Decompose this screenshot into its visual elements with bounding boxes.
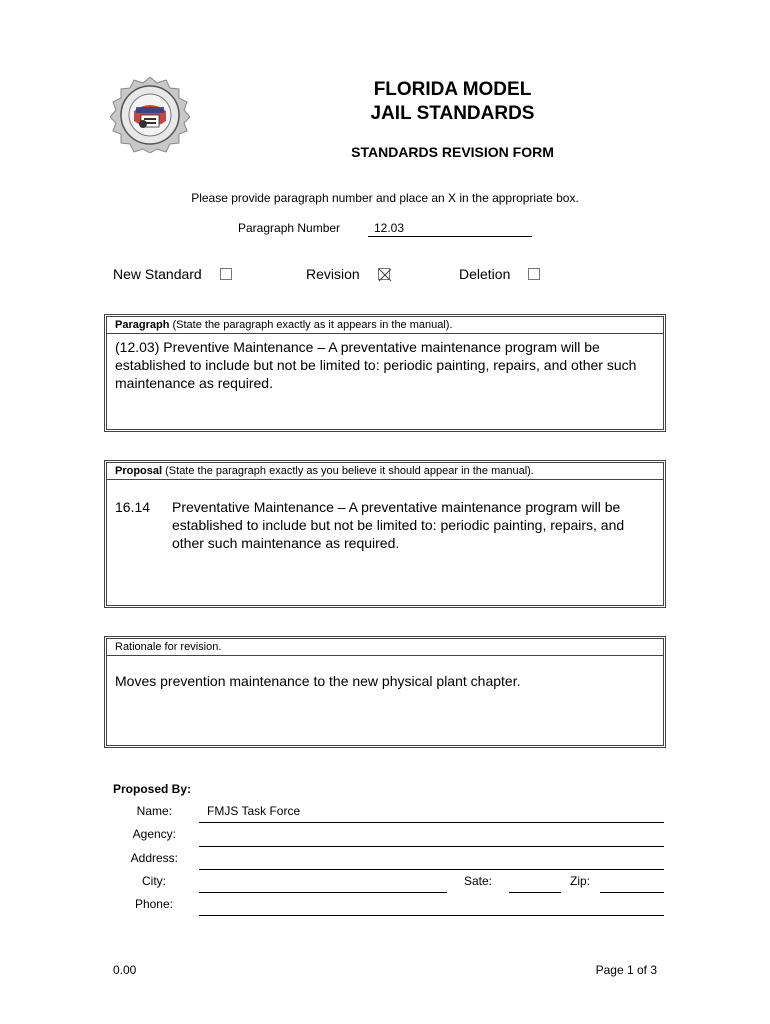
paragraph-number-field[interactable]: 12.03 [368,221,532,237]
proposal-number: 16.14 [115,499,151,515]
option-deletion [459,266,540,282]
state-field[interactable] [509,891,561,893]
name-label: Name: [136,804,172,818]
name-value: FMJS Task Force [207,804,301,818]
option-deletion-label: Deletion [459,266,511,282]
city-field[interactable] [199,891,447,893]
agency-field[interactable] [199,845,664,847]
deletion-checkbox[interactable] [528,268,540,280]
zip-field[interactable] [600,891,664,893]
title-line-1: FLORIDA MODEL [373,79,532,100]
address-label: Address: [130,851,178,865]
paragraph-box-heading [107,317,663,334]
proposed-by-heading: Proposed By: [113,782,192,796]
option-revision-label: Revision [306,266,360,282]
phone-field[interactable] [199,914,664,916]
proposal-text: Preventative Maintenance – A preventative maintenance program will be established to include but not be limited to: periodic painting, repairs, and other such maintenance as required. [172,499,625,551]
paragraph-heading-rest: (State the paragraph exactly as it appears in the manual). [169,319,453,331]
header [300,78,605,160]
option-new-standard-label: New Standard [113,266,202,282]
seal-icon [110,77,190,153]
option-new-standard [113,266,232,282]
phone-label: Phone: [134,897,173,911]
proposal-box-heading [107,463,663,480]
agency-label: Agency: [132,827,176,841]
rationale-text[interactable]: Moves prevention maintenance to the new physical plant chapter. [115,673,521,689]
paragraph-number-label: Paragraph Number [238,221,341,235]
footer-left: 0.00 [113,963,137,977]
address-field[interactable] [199,868,664,870]
instructions: Please provide paragraph number and place an X in the appropriate box. [191,191,579,205]
proposal-heading-rest: (State the paragraph exactly as you believe it should appear in the manual). [162,465,534,477]
state-label: Sate: [464,874,493,888]
form-subtitle: STANDARDS REVISION FORM [351,144,554,160]
proposal-heading-bold: Proposal [115,465,163,477]
zip-label: Zip: [570,874,591,888]
option-revision [306,266,390,282]
proposal-body[interactable] [107,480,663,556]
x-mark-icon [378,268,392,282]
title-line-2: JAIL STANDARDS [370,103,535,124]
paragraph-box [104,314,666,432]
page-number: Page 1 of 3 [595,963,657,977]
city-label: City: [142,874,166,888]
revision-checkbox[interactable] [378,268,390,280]
new-standard-checkbox[interactable] [220,268,232,280]
rationale-box-heading: Rationale for revision. [107,639,663,656]
name-field[interactable] [199,821,664,823]
florida-seal-logo [110,77,190,153]
paragraph-heading-bold: Paragraph [115,319,170,331]
paragraph-text[interactable]: (12.03) Preventive Maintenance – A preventative maintenance program will be established to include but not be limited to: periodic painting, repairs, and other such maintenance as required. [115,339,637,391]
proposal-box [104,460,666,608]
rationale-box [104,636,666,748]
